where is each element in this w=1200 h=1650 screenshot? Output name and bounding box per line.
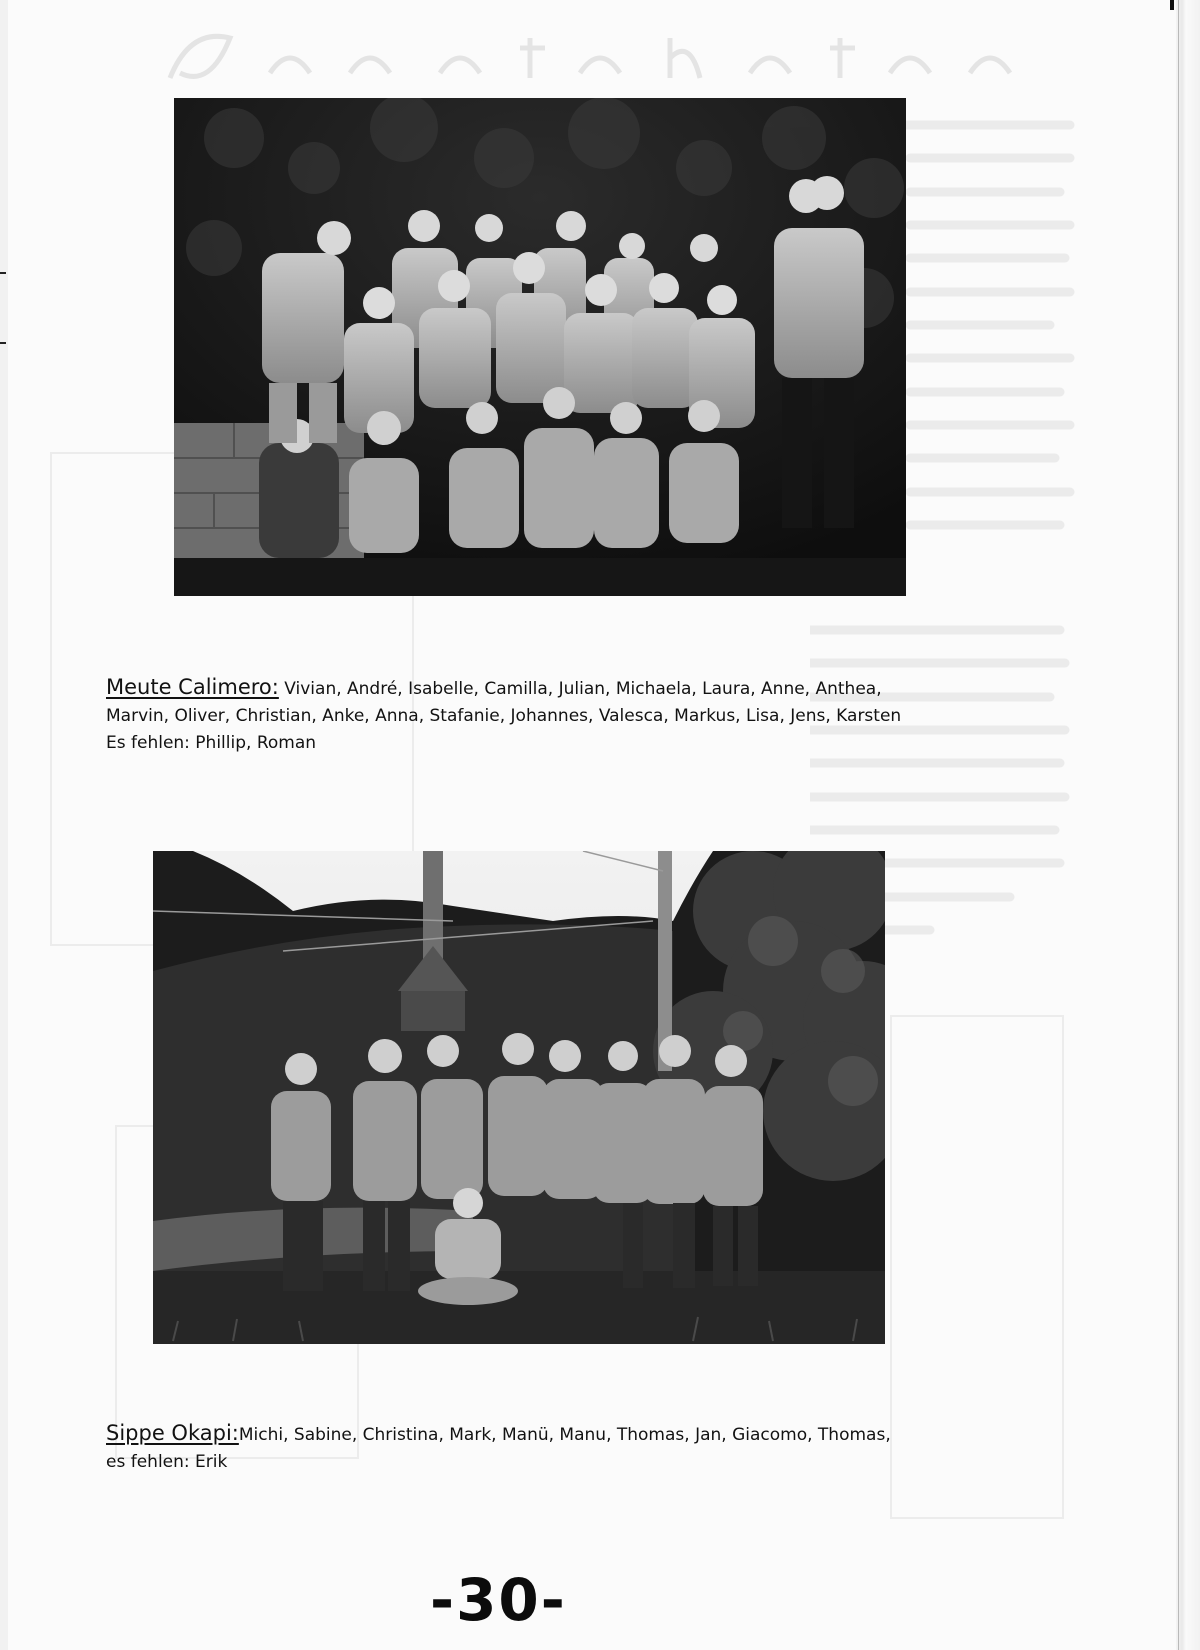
member-names: Vivian, André, Isabelle, Camilla, Julian, Michaela, Laura, Anne, Anthea, <box>284 679 882 699</box>
scan-edge-tick <box>0 272 6 274</box>
caption-line <box>106 1420 1006 1449</box>
absent-members: Es fehlen: Phillip, Roman <box>106 733 317 753</box>
absent-members: es fehlen: Erik <box>106 1452 228 1472</box>
page-number: -30- <box>430 1566 567 1634</box>
group-photo-sippe-okapi <box>153 851 885 1344</box>
scan-edge-right <box>1176 0 1200 1650</box>
member-names: Michi, Sabine, Christina, Mark, Manü, Manu, Thomas, Jan, Giacomo, Thomas, <box>238 1425 891 1445</box>
member-names: Marvin, Oliver, Christian, Anke, Anna, Stafanie, Johannes, Valesca, Markus, Lisa, Jens, Karsten <box>106 706 902 726</box>
group-name-label: Sippe Okapi: <box>106 1421 239 1445</box>
caption-meute-calimero <box>106 674 1006 757</box>
scan-edge-left <box>0 0 8 1650</box>
scan-edge-tick <box>0 342 6 344</box>
caption-sippe-okapi <box>106 1420 1006 1476</box>
group-photo-meute-calimero <box>174 98 906 596</box>
scan-corner-mark <box>1170 0 1174 10</box>
group-name-label: Meute Calimero: <box>106 675 279 699</box>
caption-line <box>106 674 1006 703</box>
